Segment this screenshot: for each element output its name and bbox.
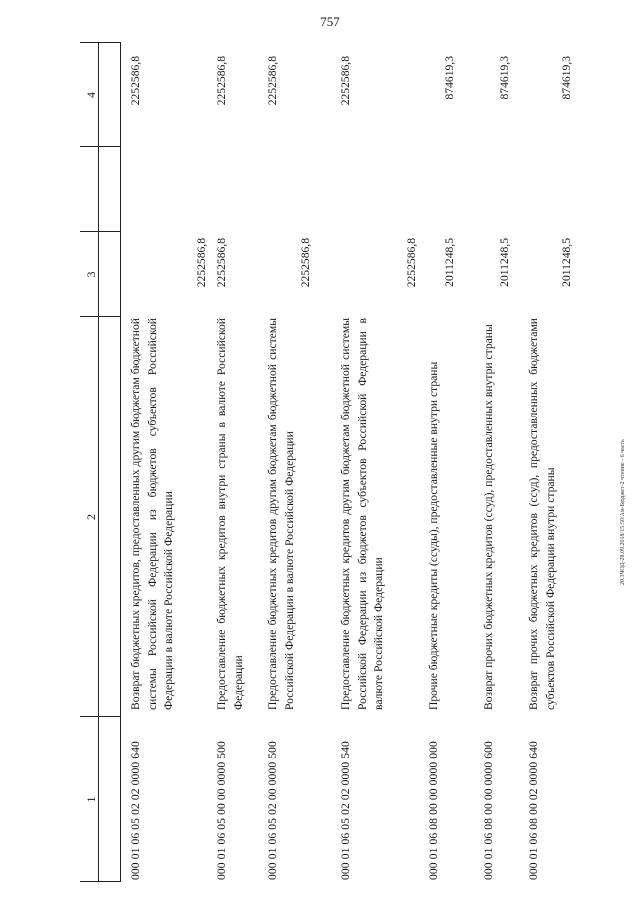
row-name: Прочие бюджетные кредиты (ссуды), предоставленные внутри страны [427, 361, 440, 710]
row-name: Предоставление бюджетных кредитов внутри страны в валюте Российской Федерации [215, 318, 245, 710]
row-name: Предоставление бюджетных кредитов другим бюджетам бюджетной системы Российской Федерации в валюте Российской Федерации [266, 318, 296, 710]
header-col-3: 3 [84, 271, 98, 278]
row-code: 000 01 06 08 00 02 0000 640 [527, 741, 540, 880]
row-name: Предоставление бюджетных кредитов другим бюджетам бюджетной системы Российской Федерации из бюджетов субъектов Российской Федерации в валюте Российской Федерации [339, 318, 385, 710]
row-value-3: 2011248,5 [560, 238, 573, 287]
row-code: 000 01 06 05 02 02 0000 640 [129, 741, 142, 880]
row-code: 000 01 06 05 00 00 0000 500 [215, 741, 228, 880]
row-value-4: 2252586,8 [339, 56, 352, 106]
row-name: Возврат прочих бюджетных кредитов (ссуд), предоставленных бюджетами субъектов Российской Федерации внутри страны [527, 318, 557, 710]
side-note-text: 20.3ЧОД-28.09.2018/15:50/Ам-Бюджет-2 чтение - 6 часть [620, 439, 626, 585]
row-value-3: 2011248,5 [498, 238, 511, 287]
row-value-4: 2252586,8 [129, 56, 142, 106]
row-name: Возврат бюджетных кредитов, предоставленных другим бюджетам бюджетной системы Российской Федерации из бюджетов субъектов Российской Федерации в валюте Российской Федерации [129, 318, 175, 710]
header-col-4: 4 [84, 92, 98, 98]
row-value-3: 2252586,8 [299, 238, 312, 288]
row-value-4: 2252586,8 [266, 56, 279, 106]
header-col-1: 1 [84, 796, 98, 803]
header-col-2: 2 [84, 514, 98, 520]
row-value-4: 2252586,8 [215, 56, 228, 106]
row-value-3: 2011248,5 [443, 238, 456, 287]
row-value-4: 874619,3 [560, 56, 573, 100]
row-code: 000 01 06 08 00 00 0000 000 [427, 741, 440, 880]
row-code: 000 01 06 08 00 00 0000 600 [482, 741, 495, 880]
row-code: 000 01 06 05 02 00 0000 500 [266, 741, 279, 880]
row-value-4: 874619,3 [498, 56, 511, 100]
row-value-3: 2252586,8 [405, 238, 418, 288]
row-value-3: 2252586,8 [195, 238, 208, 288]
row-value-3: 2252586,8 [215, 238, 228, 288]
header-bottom-rule [120, 42, 121, 882]
row-name: Возврат прочих бюджетных кредитов (ссуд), предоставленных внутри страны [482, 324, 495, 710]
row-value-4: 874619,3 [443, 56, 456, 100]
row-code: 000 01 06 05 02 02 0000 540 [339, 741, 352, 880]
page-number: 757 [320, 14, 340, 29]
rotated-table-frame [80, 42, 580, 882]
budget-table [80, 42, 580, 882]
